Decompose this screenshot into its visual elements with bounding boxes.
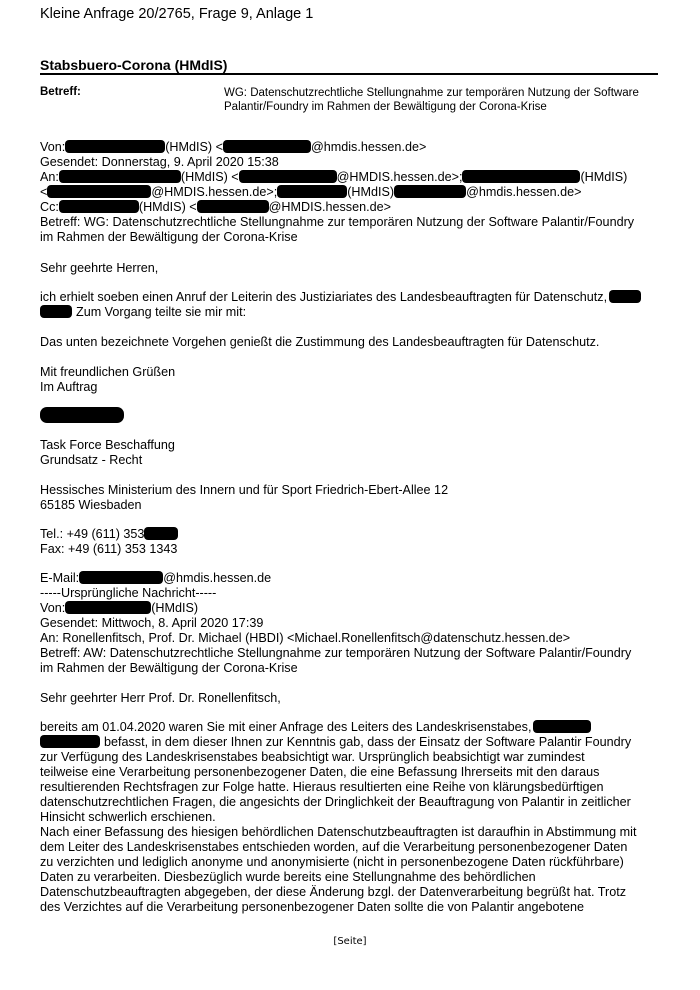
to-part: @HMDIS.hessen.de>;: [151, 185, 278, 199]
signature-tel: [40, 527, 178, 542]
mail2-body-line: des Verzichtes auf die Verarbeitung personenbezogener Daten sollte die von Palantir angebotene: [40, 900, 585, 914]
signature-unit-2: Grundsatz - Recht: [40, 453, 143, 467]
mail2-to: An: Ronellenfitsch, Prof. Dr. Michael (HBDI) <Michael.Ronellenfitsch@datenschutz.hessen.de>: [40, 631, 571, 645]
mail1-subject-2: im Rahmen der Bewältigung der Corona-Krise: [40, 230, 298, 244]
subject-line-1: WG: Datenschutzrechtliche Stellungnahme zur temporären Nutzung der Software: [224, 87, 639, 99]
header-divider: [40, 73, 658, 75]
to-part: <: [40, 185, 48, 199]
mail2-from: [40, 601, 198, 616]
office-name: Stabsbuero-Corona (HMdIS): [40, 57, 228, 73]
body-text: befasst, in dem dieser Ihnen zur Kenntnis gab, dass der Einsatz der Software Palantir Foundry: [104, 735, 632, 749]
mail2-body-line: resultierenden Rechtsfragen zur Folge hatte. Hieraus resultierten eine Reihe von klärungsbedürftigen: [40, 780, 604, 794]
mail2-body-line: Daten zu verarbeiten. Diesbezüglich wurde bereits eine Stellungnahme des behördlichen: [40, 870, 536, 884]
subject-label: Betreff:: [40, 86, 81, 98]
redaction: [197, 200, 269, 213]
to-part: (HMdIS): [347, 185, 395, 199]
mail2-body-line: teilweise eine Verarbeitung personenbezogener Daten, die eine Befassung Ihrerseits mit den daraus: [40, 765, 600, 779]
mail2-subject-1: Betreff: AW: Datenschutzrechtliche Stellungnahme zur temporären Nutzung der Software Palantir/Foundry: [40, 646, 632, 660]
redaction: [59, 200, 139, 213]
redaction: [65, 140, 165, 153]
mail2-subject-2: im Rahmen der Bewältigung der Corona-Krise: [40, 661, 298, 675]
signature-unit-1: Task Force Beschaffung: [40, 438, 175, 452]
to-part: @hmdis.hessen.de>: [466, 185, 582, 199]
to-part: (HMdIS) <: [180, 170, 239, 184]
to-part: @HMDIS.hessen.de>;: [336, 170, 463, 184]
redaction: [462, 170, 580, 183]
redaction: [394, 185, 466, 198]
redaction: [223, 140, 311, 153]
redaction: [47, 185, 151, 198]
mail1-to: [40, 170, 627, 185]
mail1-to-cont: [40, 185, 581, 200]
from-label: Von:: [40, 601, 66, 615]
redaction: [59, 170, 181, 183]
mail1-closing-2: Im Auftrag: [40, 380, 98, 394]
page-footer: [Seite]: [333, 936, 367, 947]
mail2-greeting: Sehr geehrter Herr Prof. Dr. Ronellenfitsch,: [40, 691, 281, 705]
mail2-body-line: dem Leiter des Landeskrisenstabes entschieden worden, auf die Verarbeitung personenbezogener Daten: [40, 840, 628, 854]
mail1-sent: Gesendet: Donnerstag, 9. April 2020 15:38: [40, 155, 279, 169]
redaction: [533, 720, 591, 733]
email-domain: @hmdis.hessen.de: [163, 571, 272, 585]
subject-text: [224, 86, 664, 114]
signature-ministry: Hessisches Ministerium des Innern und für Sport Friedrich-Ebert-Allee 12: [40, 483, 449, 497]
mail1-paragraph-1b: [40, 305, 246, 320]
tel-text: Tel.: +49 (611) 353: [40, 527, 145, 541]
redaction: [40, 305, 72, 318]
redaction: [40, 407, 124, 423]
to-part: (HMdIS): [580, 170, 628, 184]
cc-part: @HMDIS.hessen.de>: [268, 200, 391, 214]
cc-label: Cc:: [40, 200, 59, 214]
redaction: [144, 527, 178, 540]
subject-line-2: Palantir/Foundry im Rahmen der Bewältigung der Corona-Krise: [224, 101, 547, 113]
mail2-body-line: Datenschutzbeauftragten abgegeben, der diese Änderung bzgl. der Datenverarbeitung begrüßt hat. Trotz: [40, 885, 626, 899]
mail1-paragraph-2: Das unten bezeichnete Vorgehen genießt die Zustimmung des Landesbeauftragten für Datenschutz.: [40, 335, 600, 349]
redaction: [277, 185, 347, 198]
paragraph-text: ich erhielt soeben einen Anruf der Leiterin des Justiziariates des Landesbeauftragten für Datenschutz,: [40, 290, 608, 304]
signature-city: 65185 Wiesbaden: [40, 498, 142, 512]
mail2-body-line: [40, 735, 631, 750]
from-label: Von:: [40, 140, 66, 154]
mail2-body-line: Nach einer Befassung des hiesigen behördlichen Datenschutzbeauftragten ist daraufhin in Abstimmung mit: [40, 825, 637, 839]
paragraph-text: Zum Vorgang teilte sie mir mit:: [76, 305, 247, 319]
mail2-body-line: zu verzichten und lediglich anonyme und anonymisierte (nicht in personenbezogene Daten rückführbare): [40, 855, 624, 869]
mail1-paragraph-1a: [40, 290, 641, 305]
mail2-body-line: [40, 720, 591, 735]
mail1-from: [40, 140, 426, 155]
from-org: (HMdIS): [151, 601, 199, 615]
mail2-body-line: datenschutzrechtlichen Fragen, die angesichts der Dringlichkeit der Beauftragung von Palantir in zeitlicher: [40, 795, 631, 809]
from-org: (HMdIS) <: [165, 140, 223, 154]
signature-fax: Fax: +49 (611) 353 1343: [40, 542, 178, 556]
email-label: E-Mail:: [40, 571, 80, 585]
body-text: bereits am 01.04.2020 waren Sie mit einer Anfrage des Leiters des Landeskrisenstabes,: [40, 720, 532, 734]
signature-name: [40, 407, 124, 425]
redaction: [239, 170, 337, 183]
mail1-greeting: Sehr geehrte Herren,: [40, 261, 159, 275]
to-label: An:: [40, 170, 59, 184]
mail2-separator: -----Ursprüngliche Nachricht-----: [40, 586, 217, 600]
from-domain: @hmdis.hessen.de>: [310, 140, 427, 154]
redaction: [40, 735, 100, 748]
mail1-closing-1: Mit freundlichen Grüßen: [40, 365, 176, 379]
mail1-subject-1: Betreff: WG: Datenschutzrechtliche Stellungnahme zur temporären Nutzung der Software Palantir/Foundry: [40, 215, 635, 229]
mail1-cc: [40, 200, 391, 215]
mail2-sent: Gesendet: Mittwoch, 8. April 2020 17:39: [40, 616, 264, 630]
cc-part: (HMdIS) <: [138, 200, 197, 214]
redaction: [79, 571, 163, 584]
document-reference: Kleine Anfrage 20/2765, Frage 9, Anlage 1: [40, 6, 314, 22]
mail2-body-line: Hinsicht schwerlich erschienen.: [40, 810, 216, 824]
mail2-body-line: zur Verfügung des Landeskrisenstabes beabsichtigt war. Ursprünglich beabsichtigt war zumindest: [40, 750, 585, 764]
signature-email: [40, 571, 271, 586]
redaction: [65, 601, 151, 614]
redaction: [609, 290, 641, 303]
